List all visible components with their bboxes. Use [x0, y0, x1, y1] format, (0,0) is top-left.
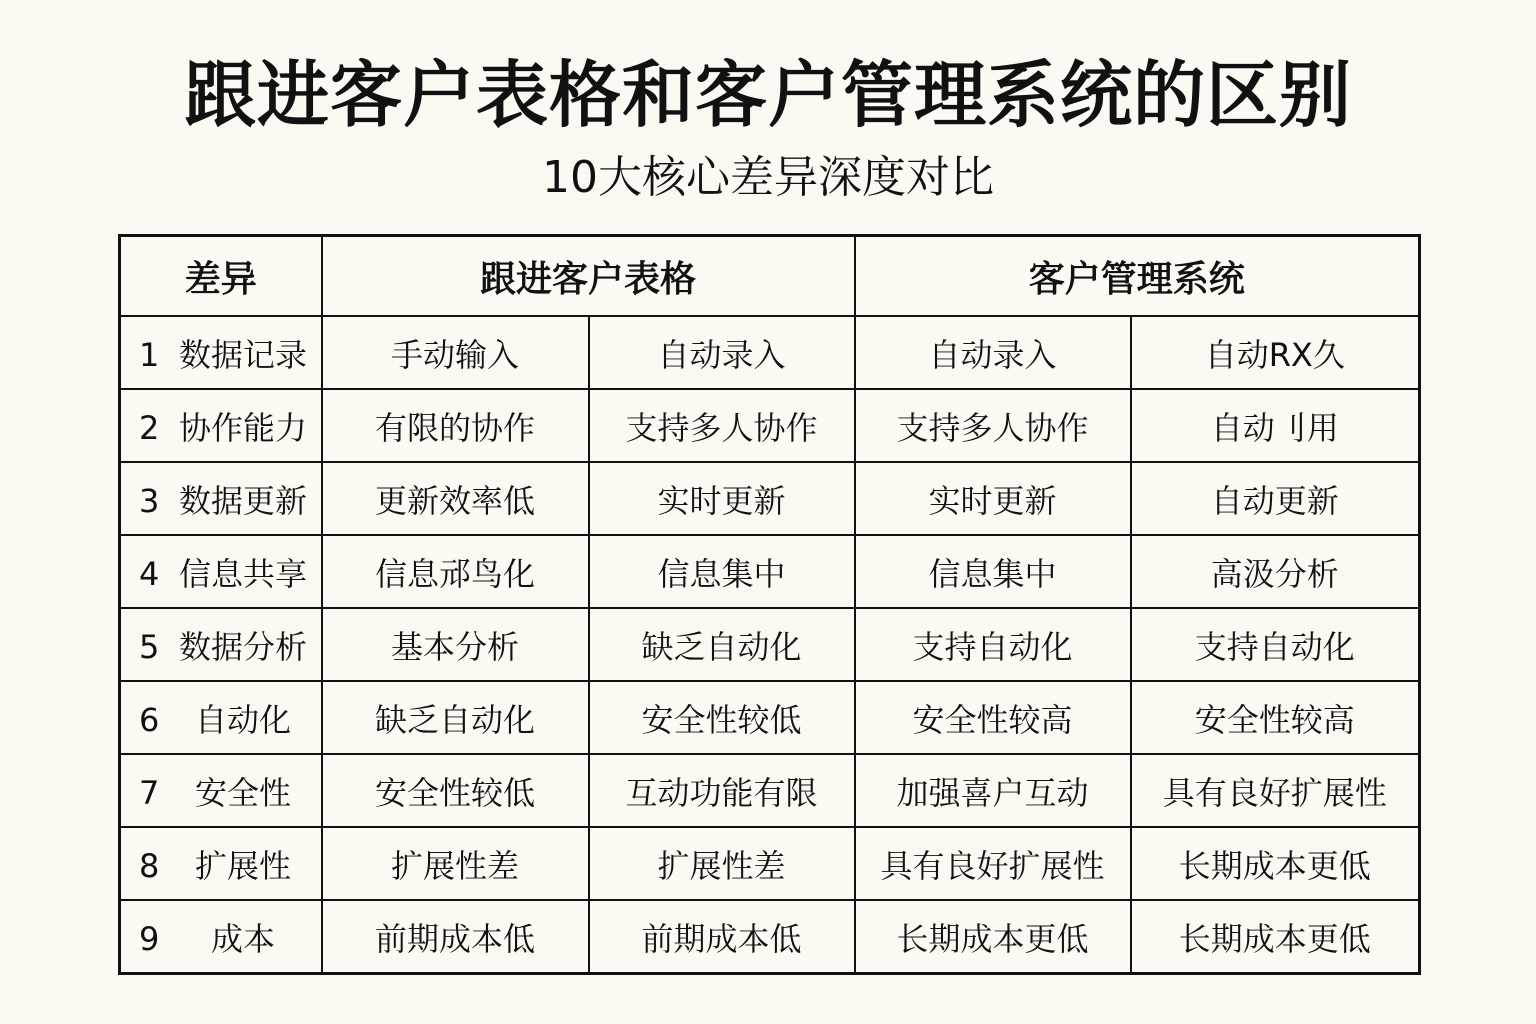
table-row — [120, 608, 1420, 681]
table-cell: 安全性较低 — [589, 681, 855, 754]
row-number: 5 — [139, 627, 160, 666]
comparison-table — [118, 234, 1421, 975]
difference-cell — [120, 681, 322, 754]
difference-label: 自动化 — [195, 700, 292, 739]
difference-label: 信息共享 — [179, 554, 308, 593]
difference-label: 扩展性 — [195, 846, 292, 885]
page-title: 跟进客户表格和客户管理系统的区别 — [183, 53, 1352, 137]
table-cell: 自动RX久 — [1131, 316, 1420, 389]
table-row — [120, 900, 1420, 974]
table-body — [120, 316, 1420, 974]
table-cell: 手动输入 — [322, 316, 589, 389]
difference-label: 协作能力 — [179, 408, 308, 447]
difference-label: 数据更新 — [179, 481, 308, 520]
table-cell: 加强喜户互动 — [855, 754, 1131, 827]
table-cell: 自动录入 — [855, 316, 1131, 389]
header-spreadsheet: 跟进客户表格 — [322, 236, 855, 317]
table-cell: 具有良好扩展性 — [1131, 754, 1420, 827]
table-cell: 自动刂用 — [1131, 389, 1420, 462]
table-cell: 缺乏自动化 — [322, 681, 589, 754]
table-cell: 自动更新 — [1131, 462, 1420, 535]
table-row — [120, 462, 1420, 535]
difference-label: 成本 — [211, 919, 276, 958]
difference-label: 数据分析 — [179, 627, 308, 666]
table-row — [120, 389, 1420, 462]
difference-cell — [120, 462, 322, 535]
difference-cell — [120, 900, 322, 974]
table-cell: 信息邧鸟化 — [322, 535, 589, 608]
table-cell: 具有良好扩展性 — [855, 827, 1131, 900]
table-cell: 支持多人协作 — [855, 389, 1131, 462]
difference-cell — [120, 608, 322, 681]
table-cell: 长期成本更低 — [1131, 827, 1420, 900]
table-cell: 支持自动化 — [855, 608, 1131, 681]
table-cell: 支持自动化 — [1131, 608, 1420, 681]
table-cell: 长期成本更低 — [855, 900, 1131, 974]
table-cell: 安全性较高 — [855, 681, 1131, 754]
table-row — [120, 827, 1420, 900]
page-subtitle: 10大核心差异深度对比 — [542, 152, 994, 203]
row-number: 1 — [139, 335, 160, 374]
table-cell: 互动功能有限 — [589, 754, 855, 827]
table-cell: 自动录入 — [589, 316, 855, 389]
difference-cell — [120, 754, 322, 827]
table-cell: 前期成本低 — [322, 900, 589, 974]
table-cell: 高汲分析 — [1131, 535, 1420, 608]
table-cell: 支持多人协作 — [589, 389, 855, 462]
table-header-row — [120, 236, 1420, 317]
table-cell: 长期成本更低 — [1131, 900, 1420, 974]
table-cell: 扩展性差 — [589, 827, 855, 900]
difference-cell — [120, 535, 322, 608]
difference-label: 安全性 — [195, 773, 292, 812]
table-cell: 前期成本低 — [589, 900, 855, 974]
row-number: 6 — [139, 700, 160, 739]
row-number: 9 — [139, 919, 160, 958]
table-row — [120, 316, 1420, 389]
row-number: 2 — [139, 408, 160, 447]
row-number: 4 — [139, 554, 160, 593]
table-cell: 信息集中 — [589, 535, 855, 608]
difference-cell — [120, 827, 322, 900]
difference-cell — [120, 316, 322, 389]
table-cell: 实时更新 — [855, 462, 1131, 535]
row-number: 8 — [139, 846, 160, 885]
row-number: 3 — [139, 481, 160, 520]
table-cell: 安全性较低 — [322, 754, 589, 827]
table-cell: 安全性较高 — [1131, 681, 1420, 754]
table-cell: 缺乏自动化 — [589, 608, 855, 681]
table-cell: 有限的协作 — [322, 389, 589, 462]
table-cell: 信息集中 — [855, 535, 1131, 608]
table-row — [120, 535, 1420, 608]
table-cell: 扩展性差 — [322, 827, 589, 900]
table-cell: 实时更新 — [589, 462, 855, 535]
header-crm-system: 客户管理系统 — [855, 236, 1420, 317]
table-row — [120, 681, 1420, 754]
difference-cell — [120, 389, 322, 462]
table-row — [120, 754, 1420, 827]
header-difference: 差异 — [120, 236, 322, 317]
table-cell: 基本分析 — [322, 608, 589, 681]
difference-label: 数据记录 — [179, 335, 308, 374]
row-number: 7 — [139, 773, 160, 812]
table-cell: 更新效率低 — [322, 462, 589, 535]
